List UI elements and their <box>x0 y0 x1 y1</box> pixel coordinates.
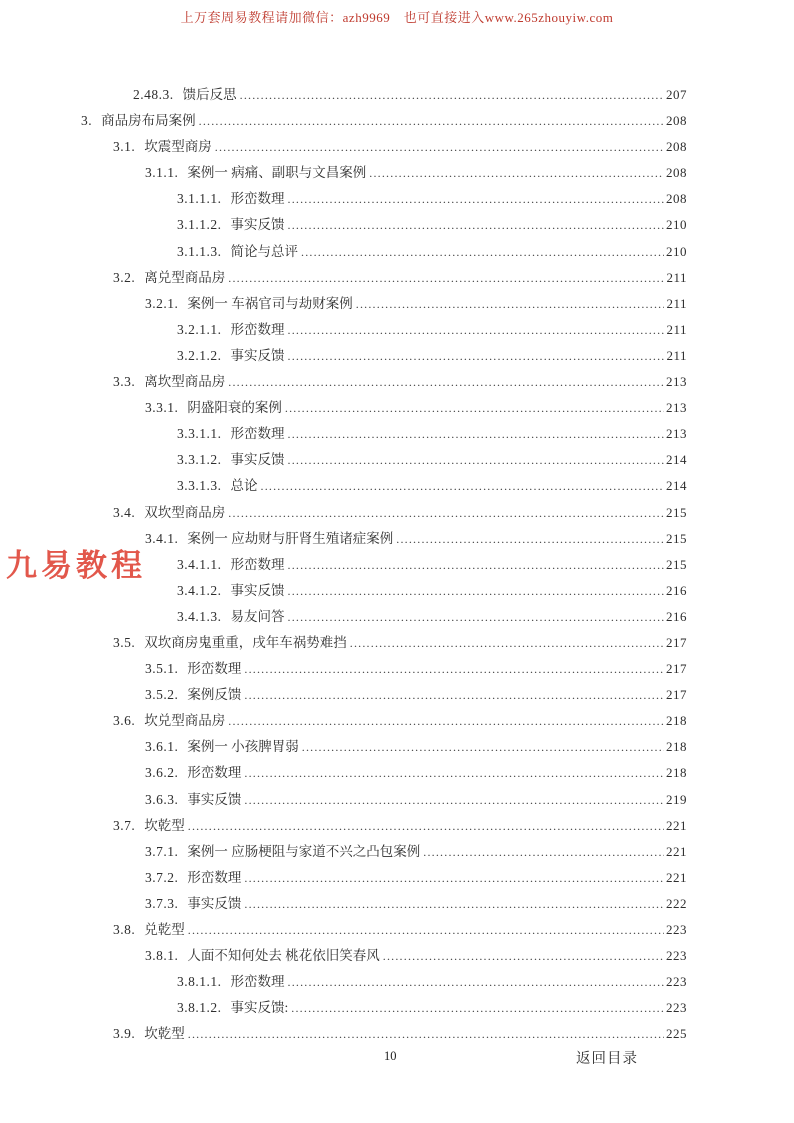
header-promo-text: 上万套周易教程请加微信：azh9969 也可直接进入www.265zhouyiw.com <box>180 10 614 25</box>
toc-entry-number: 3.7.3. <box>145 895 179 911</box>
toc-entry-title: 案例一 病痛、副职与文昌案例 <box>187 165 367 181</box>
toc-entry-page-number: 225 <box>666 1026 687 1042</box>
toc-entry-title: 双坎型商品房 <box>144 504 226 520</box>
toc-entry-number: 3.2. <box>113 269 136 285</box>
toc-leader-dots <box>215 140 664 155</box>
toc-entry-page-number: 223 <box>666 1000 687 1016</box>
toc-entry[interactable] <box>81 579 687 605</box>
toc-entry-title: 坎乾型 <box>144 817 185 833</box>
toc-entry[interactable] <box>81 370 687 396</box>
toc-entry[interactable] <box>81 657 687 683</box>
toc-entry[interactable] <box>81 527 687 553</box>
toc-entry-title: 形峦数理 <box>187 869 242 885</box>
toc-entry-title: 形峦数理 <box>230 974 285 990</box>
toc-entry[interactable] <box>81 161 687 187</box>
toc-leader-dots <box>228 506 664 521</box>
toc-leader-dots <box>228 375 664 390</box>
toc-leader-dots <box>244 662 664 677</box>
toc-entry-number: 3.7.2. <box>145 869 179 885</box>
toc-entry-number: 3.1.1. <box>145 165 179 181</box>
toc-entry-page-number: 208 <box>666 139 687 155</box>
toc-entry[interactable] <box>81 788 687 814</box>
toc-entry-number: 3. <box>81 113 93 129</box>
toc-leader-dots <box>288 427 665 442</box>
toc-entry-page-number: 222 <box>666 895 687 911</box>
toc-entry-number: 3.3.1.2. <box>177 452 222 468</box>
toc-leader-dots <box>188 819 664 834</box>
toc-entry-title: 简论与总评 <box>230 243 298 259</box>
toc-leader-dots <box>356 297 665 312</box>
toc-entry-page-number: 213 <box>666 374 687 390</box>
toc-entry[interactable] <box>81 1022 687 1048</box>
toc-entry[interactable] <box>81 344 687 370</box>
toc-entry[interactable] <box>81 761 687 787</box>
toc-entry[interactable] <box>81 318 687 344</box>
toc-entry[interactable] <box>81 474 687 500</box>
toc-entry-number: 3.5.2. <box>145 687 179 703</box>
toc-entry-title: 商品房布局案例 <box>101 113 196 129</box>
toc-entry-title: 总论 <box>230 478 258 494</box>
toc-entry-title: 兑乾型 <box>144 922 185 937</box>
toc-leader-dots <box>188 1027 664 1042</box>
toc-entry-number: 3.4.1. <box>145 530 179 546</box>
toc-entry[interactable] <box>81 814 687 840</box>
toc-entry-number: 3.8.1.2. <box>177 1000 222 1016</box>
toc-entry-number: 3.1.1.2. <box>177 217 222 233</box>
toc-entry-title: 事实反馈 <box>230 452 285 468</box>
toc-entry-number: 3.1. <box>113 139 136 155</box>
toc-entry-number: 3.6.1. <box>145 739 179 755</box>
toc-leader-dots <box>288 453 665 468</box>
toc-entry-page-number: 218 <box>666 739 687 755</box>
back-to-toc-link[interactable]: 返回目录 <box>576 1051 638 1067</box>
toc-leader-dots <box>244 688 664 703</box>
toc-entry[interactable] <box>81 970 687 996</box>
toc-entry-number: 3.4.1.2. <box>177 582 222 598</box>
toc-entry[interactable] <box>81 683 687 709</box>
toc-leader-dots <box>228 271 664 286</box>
toc-entry-page-number: 207 <box>666 87 687 102</box>
toc-entry-page-number: 219 <box>666 791 687 807</box>
toc-entry-page-number: 213 <box>666 426 687 442</box>
toc-entry-page-number: 218 <box>666 713 687 729</box>
toc-entry[interactable] <box>81 631 687 657</box>
toc-leader-dots <box>244 897 664 912</box>
toc-leader-dots <box>199 114 664 129</box>
toc-entry-page-number: 221 <box>666 817 687 833</box>
toc-leader-dots <box>228 714 664 729</box>
toc-leader-dots <box>383 949 664 964</box>
toc-entry-title: 形峦数理 <box>230 426 285 442</box>
toc-entry-title: 双坎商房鬼重重，戌年车祸势难挡 <box>144 634 347 650</box>
toc-entry-page-number: 215 <box>666 504 687 520</box>
toc-leader-dots <box>261 479 665 494</box>
toc-entry[interactable] <box>81 422 687 448</box>
toc-entry-number: 3.4.1.3. <box>177 608 222 624</box>
toc-leader-dots <box>288 610 665 625</box>
toc-entry-title: 形峦数理 <box>230 556 285 572</box>
toc-entry-page-number: 213 <box>666 400 687 416</box>
toc-entry-title: 坎乾型 <box>144 1026 185 1042</box>
toc-leader-dots <box>240 88 664 103</box>
toc-entry[interactable] <box>81 944 687 970</box>
toc-entry-number: 3.6.3. <box>145 791 179 807</box>
toc-entry-number: 3.8. <box>113 922 136 937</box>
toc-entry-page-number: 211 <box>666 269 687 285</box>
toc-entry-page-number: 215 <box>666 556 687 572</box>
toc-entry-page-number: 223 <box>666 974 687 990</box>
toc-entry-title: 阴盛阳衰的案例 <box>187 400 282 416</box>
toc-entry[interactable] <box>81 266 687 292</box>
toc-entry[interactable] <box>81 109 687 135</box>
table-of-contents <box>81 83 687 1048</box>
toc-entry[interactable] <box>81 735 687 761</box>
toc-entry-page-number: 217 <box>666 661 687 677</box>
toc-entry-number: 3.3. <box>113 374 136 390</box>
toc-entry-number: 3.5.1. <box>145 661 179 677</box>
toc-leader-dots <box>350 636 664 651</box>
toc-entry[interactable] <box>81 996 687 1022</box>
toc-entry[interactable] <box>81 709 687 735</box>
toc-entry-title: 案例一 车祸官司与劫财案例 <box>187 295 353 311</box>
toc-entry-title: 事实反馈: <box>230 1000 289 1016</box>
toc-entry-number: 3.3.1. <box>145 400 179 416</box>
toc-entry-title: 人面不知何处去 桃花依旧笑春风 <box>187 948 380 964</box>
toc-entry-title: 案例一 小孩脾胃弱 <box>187 739 299 755</box>
toc-entry-title: 形峦数理 <box>230 191 285 207</box>
toc-entry-title: 事实反馈 <box>187 791 242 807</box>
toc-entry-page-number: 221 <box>666 843 687 859</box>
toc-entry[interactable] <box>81 918 687 944</box>
toc-entry-number: 3.7. <box>113 817 136 833</box>
toc-entry-number: 3.2.1. <box>145 295 179 311</box>
toc-entry-title: 事实反馈 <box>230 347 285 363</box>
toc-entry-page-number: 210 <box>666 217 687 233</box>
toc-leader-dots <box>288 558 665 573</box>
toc-leader-dots <box>285 401 664 416</box>
toc-entry-page-number: 223 <box>666 922 687 937</box>
toc-entry-page-number: 214 <box>666 452 687 468</box>
toc-entry-number: 3.8.1.1. <box>177 974 222 990</box>
toc-entry[interactable] <box>81 501 687 527</box>
toc-leader-dots <box>423 845 664 860</box>
toc-entry-title: 形峦数理 <box>187 765 242 781</box>
toc-entry-title: 案例一 应劫财与肝肾生殖诸症案例 <box>187 530 394 546</box>
toc-entry-number: 3.5. <box>113 634 136 650</box>
toc-entry[interactable] <box>81 213 687 239</box>
toc-entry-title: 事实反馈 <box>230 582 285 598</box>
toc-entry-number: 3.3.1.1. <box>177 426 222 442</box>
toc-entry-title: 案例一 应肠梗阻与家道不兴之凸包案例 <box>187 843 421 859</box>
toc-entry-title: 案例反馈 <box>187 687 242 703</box>
toc-entry-page-number: 217 <box>666 634 687 650</box>
toc-entry[interactable] <box>81 135 687 161</box>
toc-leader-dots <box>291 1001 664 1016</box>
toc-leader-dots <box>288 192 665 207</box>
toc-entry-page-number: 216 <box>666 582 687 598</box>
toc-leader-dots <box>288 975 665 990</box>
toc-entry[interactable] <box>81 892 687 918</box>
toc-entry-title: 馈后反思 <box>182 87 237 102</box>
toc-entry[interactable] <box>81 396 687 422</box>
toc-leader-dots <box>302 740 664 755</box>
toc-entry-title: 坎震型商房 <box>144 139 212 155</box>
toc-entry-number: 3.6. <box>113 713 136 729</box>
toc-entry-title: 离坎型商品房 <box>144 374 226 390</box>
toc-entry-page-number: 216 <box>666 608 687 624</box>
toc-entry-page-number: 208 <box>666 113 687 129</box>
toc-entry-page-number: 223 <box>666 948 687 964</box>
toc-entry[interactable] <box>81 448 687 474</box>
toc-entry-number: 3.2.1.2. <box>177 347 222 363</box>
toc-entry-page-number: 221 <box>666 869 687 885</box>
toc-entry-title: 坎兑型商品房 <box>144 713 226 729</box>
toc-leader-dots <box>369 166 664 181</box>
toc-entry[interactable] <box>81 605 687 631</box>
toc-leader-dots <box>301 245 664 260</box>
toc-leader-dots <box>288 584 665 599</box>
toc-entry-number: 3.1.1.3. <box>177 243 222 259</box>
watermark-text: 九易教程 <box>6 548 146 583</box>
toc-entry[interactable] <box>81 240 687 266</box>
toc-entry-number: 3.3.1.3. <box>177 478 222 494</box>
toc-entry-number: 3.9. <box>113 1026 136 1042</box>
toc-entry-page-number: 214 <box>666 478 687 494</box>
toc-entry-title: 形峦数理 <box>230 321 285 337</box>
toc-leader-dots <box>244 871 664 886</box>
toc-entry-number: 3.4. <box>113 504 136 520</box>
toc-entry-number: 3.8.1. <box>145 948 179 964</box>
toc-entry-page-number: 211 <box>666 295 687 311</box>
toc-entry-page-number: 211 <box>666 321 687 337</box>
toc-entry[interactable] <box>81 840 687 866</box>
toc-entry[interactable] <box>81 866 687 892</box>
toc-leader-dots <box>288 349 665 364</box>
toc-leader-dots <box>244 766 664 781</box>
toc-leader-dots <box>244 793 664 808</box>
toc-leader-dots <box>288 218 665 233</box>
toc-entry[interactable] <box>81 187 687 213</box>
toc-entry-number: 3.4.1.1. <box>177 556 222 572</box>
toc-entry-number: 3.7.1. <box>145 843 179 859</box>
page-number: 10 <box>384 1049 397 1063</box>
toc-entry-page-number: 208 <box>666 191 687 207</box>
toc-leader-dots <box>396 532 664 547</box>
toc-entry-page-number: 215 <box>666 530 687 546</box>
toc-entry-page-number: 218 <box>666 765 687 781</box>
toc-entry-title: 离兑型商品房 <box>144 269 226 285</box>
toc-entry-page-number: 208 <box>666 165 687 181</box>
toc-entry-number: 3.2.1.1. <box>177 321 222 337</box>
toc-entry-title: 事实反馈 <box>230 217 285 233</box>
toc-entry-number: 3.1.1.1. <box>177 191 222 207</box>
toc-leader-dots <box>188 923 664 938</box>
toc-entry[interactable] <box>81 553 687 579</box>
toc-leader-dots <box>288 323 665 338</box>
toc-entry[interactable] <box>81 292 687 318</box>
toc-entry[interactable] <box>81 83 687 109</box>
toc-entry-page-number: 217 <box>666 687 687 703</box>
toc-entry-title: 易友问答 <box>230 608 285 624</box>
toc-entry-page-number: 210 <box>666 243 687 259</box>
toc-entry-page-number: 211 <box>666 347 687 363</box>
toc-entry-title: 形峦数理 <box>187 661 242 677</box>
toc-entry-number: 3.6.2. <box>145 765 179 781</box>
toc-entry-number: 2.48.3. <box>133 87 174 102</box>
toc-entry-title: 事实反馈 <box>187 895 242 911</box>
